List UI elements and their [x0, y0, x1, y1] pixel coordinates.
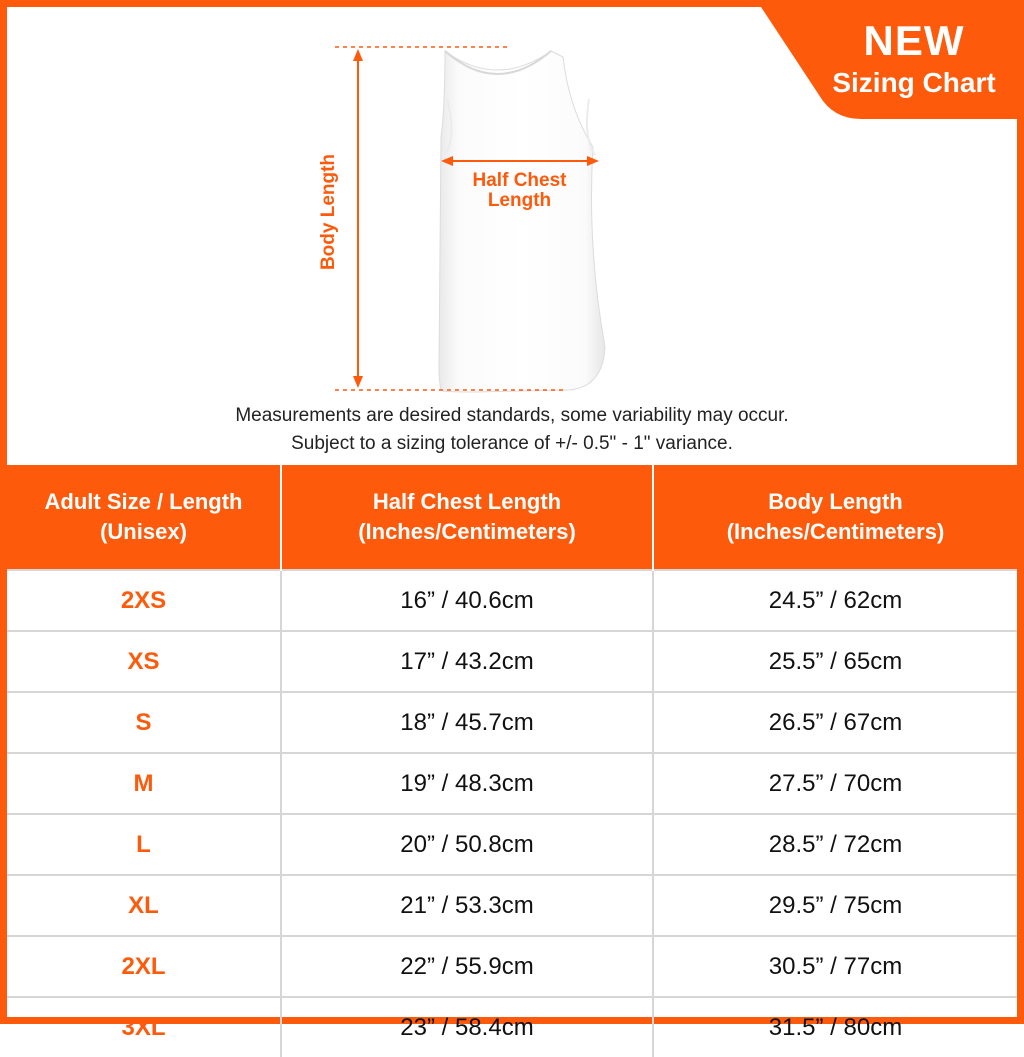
size-table [7, 465, 1017, 1057]
size-cell: 3XL [7, 997, 281, 1057]
table-header-row [7, 465, 1017, 570]
chest-cell: 21” / 53.3cm [281, 875, 653, 936]
body-cell: 27.5” / 70cm [653, 753, 1017, 814]
new-badge [761, 7, 1017, 119]
body-length-label: Body Length [318, 153, 339, 271]
body-cell: 26.5” / 67cm [653, 692, 1017, 753]
header-chest-line2: (Inches/Centimeters) [358, 519, 576, 544]
header-body-length [653, 465, 1017, 570]
half-chest-length-label [447, 171, 592, 211]
size-cell: L [7, 814, 281, 875]
body-cell: 30.5” / 77cm [653, 936, 1017, 997]
header-body-line1: Body Length [768, 489, 903, 514]
chest-label-line2: Length [487, 190, 552, 211]
size-cell: 2XL [7, 936, 281, 997]
chest-cell: 17” / 43.2cm [281, 631, 653, 692]
chest-cell: 16” / 40.6cm [281, 570, 653, 631]
table-row [7, 692, 1017, 753]
table-row [7, 875, 1017, 936]
body-cell: 31.5” / 80cm [653, 997, 1017, 1057]
measurement-note: Measurements are desired standards, some variability may occur. [235, 405, 789, 426]
tank-top-diagram [307, 37, 647, 397]
table-row [7, 997, 1017, 1057]
header-half-chest [281, 465, 653, 570]
chest-cell: 20” / 50.8cm [281, 814, 653, 875]
header-size [7, 465, 281, 570]
chest-cell: 19” / 48.3cm [281, 753, 653, 814]
tolerance-note: Subject to a sizing tolerance of +/- 0.5" - 1" variance. [291, 433, 733, 454]
body-cell: 29.5” / 75cm [653, 875, 1017, 936]
header-size-line1: Adult Size / Length [44, 489, 243, 514]
header-chest-line1: Half Chest Length [372, 489, 562, 514]
size-cell: S [7, 692, 281, 753]
table-row [7, 814, 1017, 875]
body-cell: 24.5” / 62cm [653, 570, 1017, 631]
size-cell: M [7, 753, 281, 814]
table-row [7, 631, 1017, 692]
badge-title: NEW [863, 17, 965, 64]
body-cell: 28.5” / 72cm [653, 814, 1017, 875]
size-cell: XL [7, 875, 281, 936]
size-cell: XS [7, 631, 281, 692]
table-row [7, 936, 1017, 997]
header-size-line2: (Unisex) [100, 519, 187, 544]
table-row [7, 570, 1017, 631]
badge-subtitle: Sizing Chart [832, 67, 996, 98]
table-row [7, 753, 1017, 814]
chest-cell: 18” / 45.7cm [281, 692, 653, 753]
tank-top-shape [439, 51, 605, 392]
body-cell: 25.5” / 65cm [653, 631, 1017, 692]
header-body-line2: (Inches/Centimeters) [726, 519, 945, 544]
chest-cell: 23” / 58.4cm [281, 997, 653, 1057]
chest-cell: 22” / 55.9cm [281, 936, 653, 997]
size-cell: 2XS [7, 570, 281, 631]
chest-label-line1: Half Chest [472, 170, 567, 191]
